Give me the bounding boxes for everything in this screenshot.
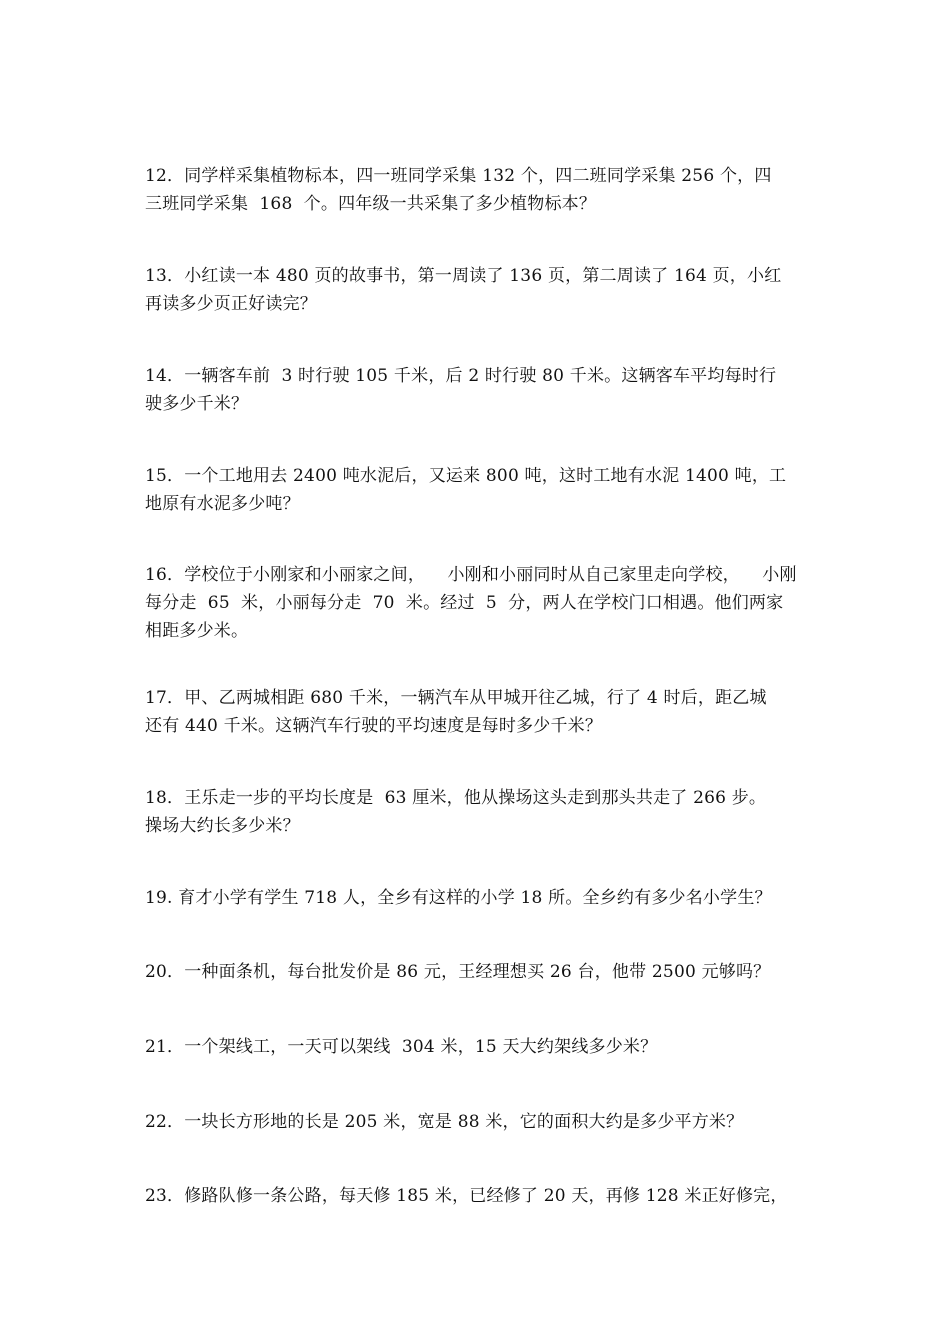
problem-line: 还有 440 千米。这辆汽车行驶的平均速度是每时多少千米？ bbox=[145, 716, 603, 736]
problem-line: 22．一块长方形地的长是 205 米，宽是 88 米，它的面积大约是多少平方米？ bbox=[145, 1112, 744, 1132]
problem-19 bbox=[145, 884, 807, 912]
problem-16 bbox=[145, 561, 807, 645]
problem-line: 15．一个工地用去 2400 吨水泥后，又运来 800 吨，这时工地有水泥 1400 吨，工 bbox=[145, 466, 787, 486]
problem-13 bbox=[145, 262, 807, 318]
problem-line: 地原有水泥多少吨？ bbox=[145, 494, 300, 514]
problem-line: 16．学校位于小刚家和小丽家之间， 小刚和小丽同时从自己家里走向学校， 小刚 bbox=[145, 565, 797, 585]
problem-line: 三班同学采集 168 个。四年级一共采集了多少植物标本？ bbox=[145, 194, 597, 214]
problem-line: 21．一个架线工，一天可以架线 304 米，15 天大约架线多少米？ bbox=[145, 1037, 658, 1057]
problem-17 bbox=[145, 684, 807, 740]
problem-14 bbox=[145, 362, 807, 418]
problem-line: 12．同学样采集植物标本，四一班同学采集 132 个，四二班同学采集 256 个，四 bbox=[145, 166, 772, 186]
problem-line: 23．修路队修一条公路，每天修 185 米，已经修了 20 天，再修 128 米正好修完， bbox=[145, 1186, 788, 1206]
problem-line: 每分走 65 米，小丽每分走 70 米。经过 5 分，两人在学校门口相遇。他们两家 bbox=[145, 593, 784, 613]
problem-line: 13．小红读一本 480 页的故事书，第一周读了 136 页，第二周读了 164 页，小红 bbox=[145, 266, 782, 286]
problem-line: 20．一种面条机，每台批发价是 86 元，王经理想买 26 台，他带 2500 元够吗？ bbox=[145, 962, 771, 982]
problem-line: 17．甲、乙两城相距 680 千米，一辆汽车从甲城开往乙城，行了 4 时后，距乙城 bbox=[145, 688, 767, 708]
problem-23 bbox=[145, 1182, 807, 1210]
problem-line: 18．王乐走一步的平均长度是 63 厘米，他从操场这头走到那头共走了 266 步。 bbox=[145, 788, 767, 808]
problem-line: 再读多少页正好读完？ bbox=[145, 294, 317, 314]
problem-line: 14．一辆客车前 3 时行驶 105 千米，后 2 时行驶 80 千米。这辆客车平均每时行 bbox=[145, 366, 777, 386]
problem-line: 19. 育才小学有学生 718 人，全乡有这样的小学 18 所。全乡约有多少名小学生？ bbox=[145, 888, 772, 908]
problem-20 bbox=[145, 958, 807, 986]
problem-line: 操场大约长多少米？ bbox=[145, 816, 300, 836]
problem-12 bbox=[145, 162, 807, 218]
problem-22 bbox=[145, 1108, 807, 1136]
problem-line: 驶多少千米？ bbox=[145, 394, 249, 414]
problem-line: 相距多少米。 bbox=[145, 621, 249, 641]
problem-18 bbox=[145, 784, 807, 840]
problem-21 bbox=[145, 1033, 807, 1061]
problem-15 bbox=[145, 462, 807, 518]
